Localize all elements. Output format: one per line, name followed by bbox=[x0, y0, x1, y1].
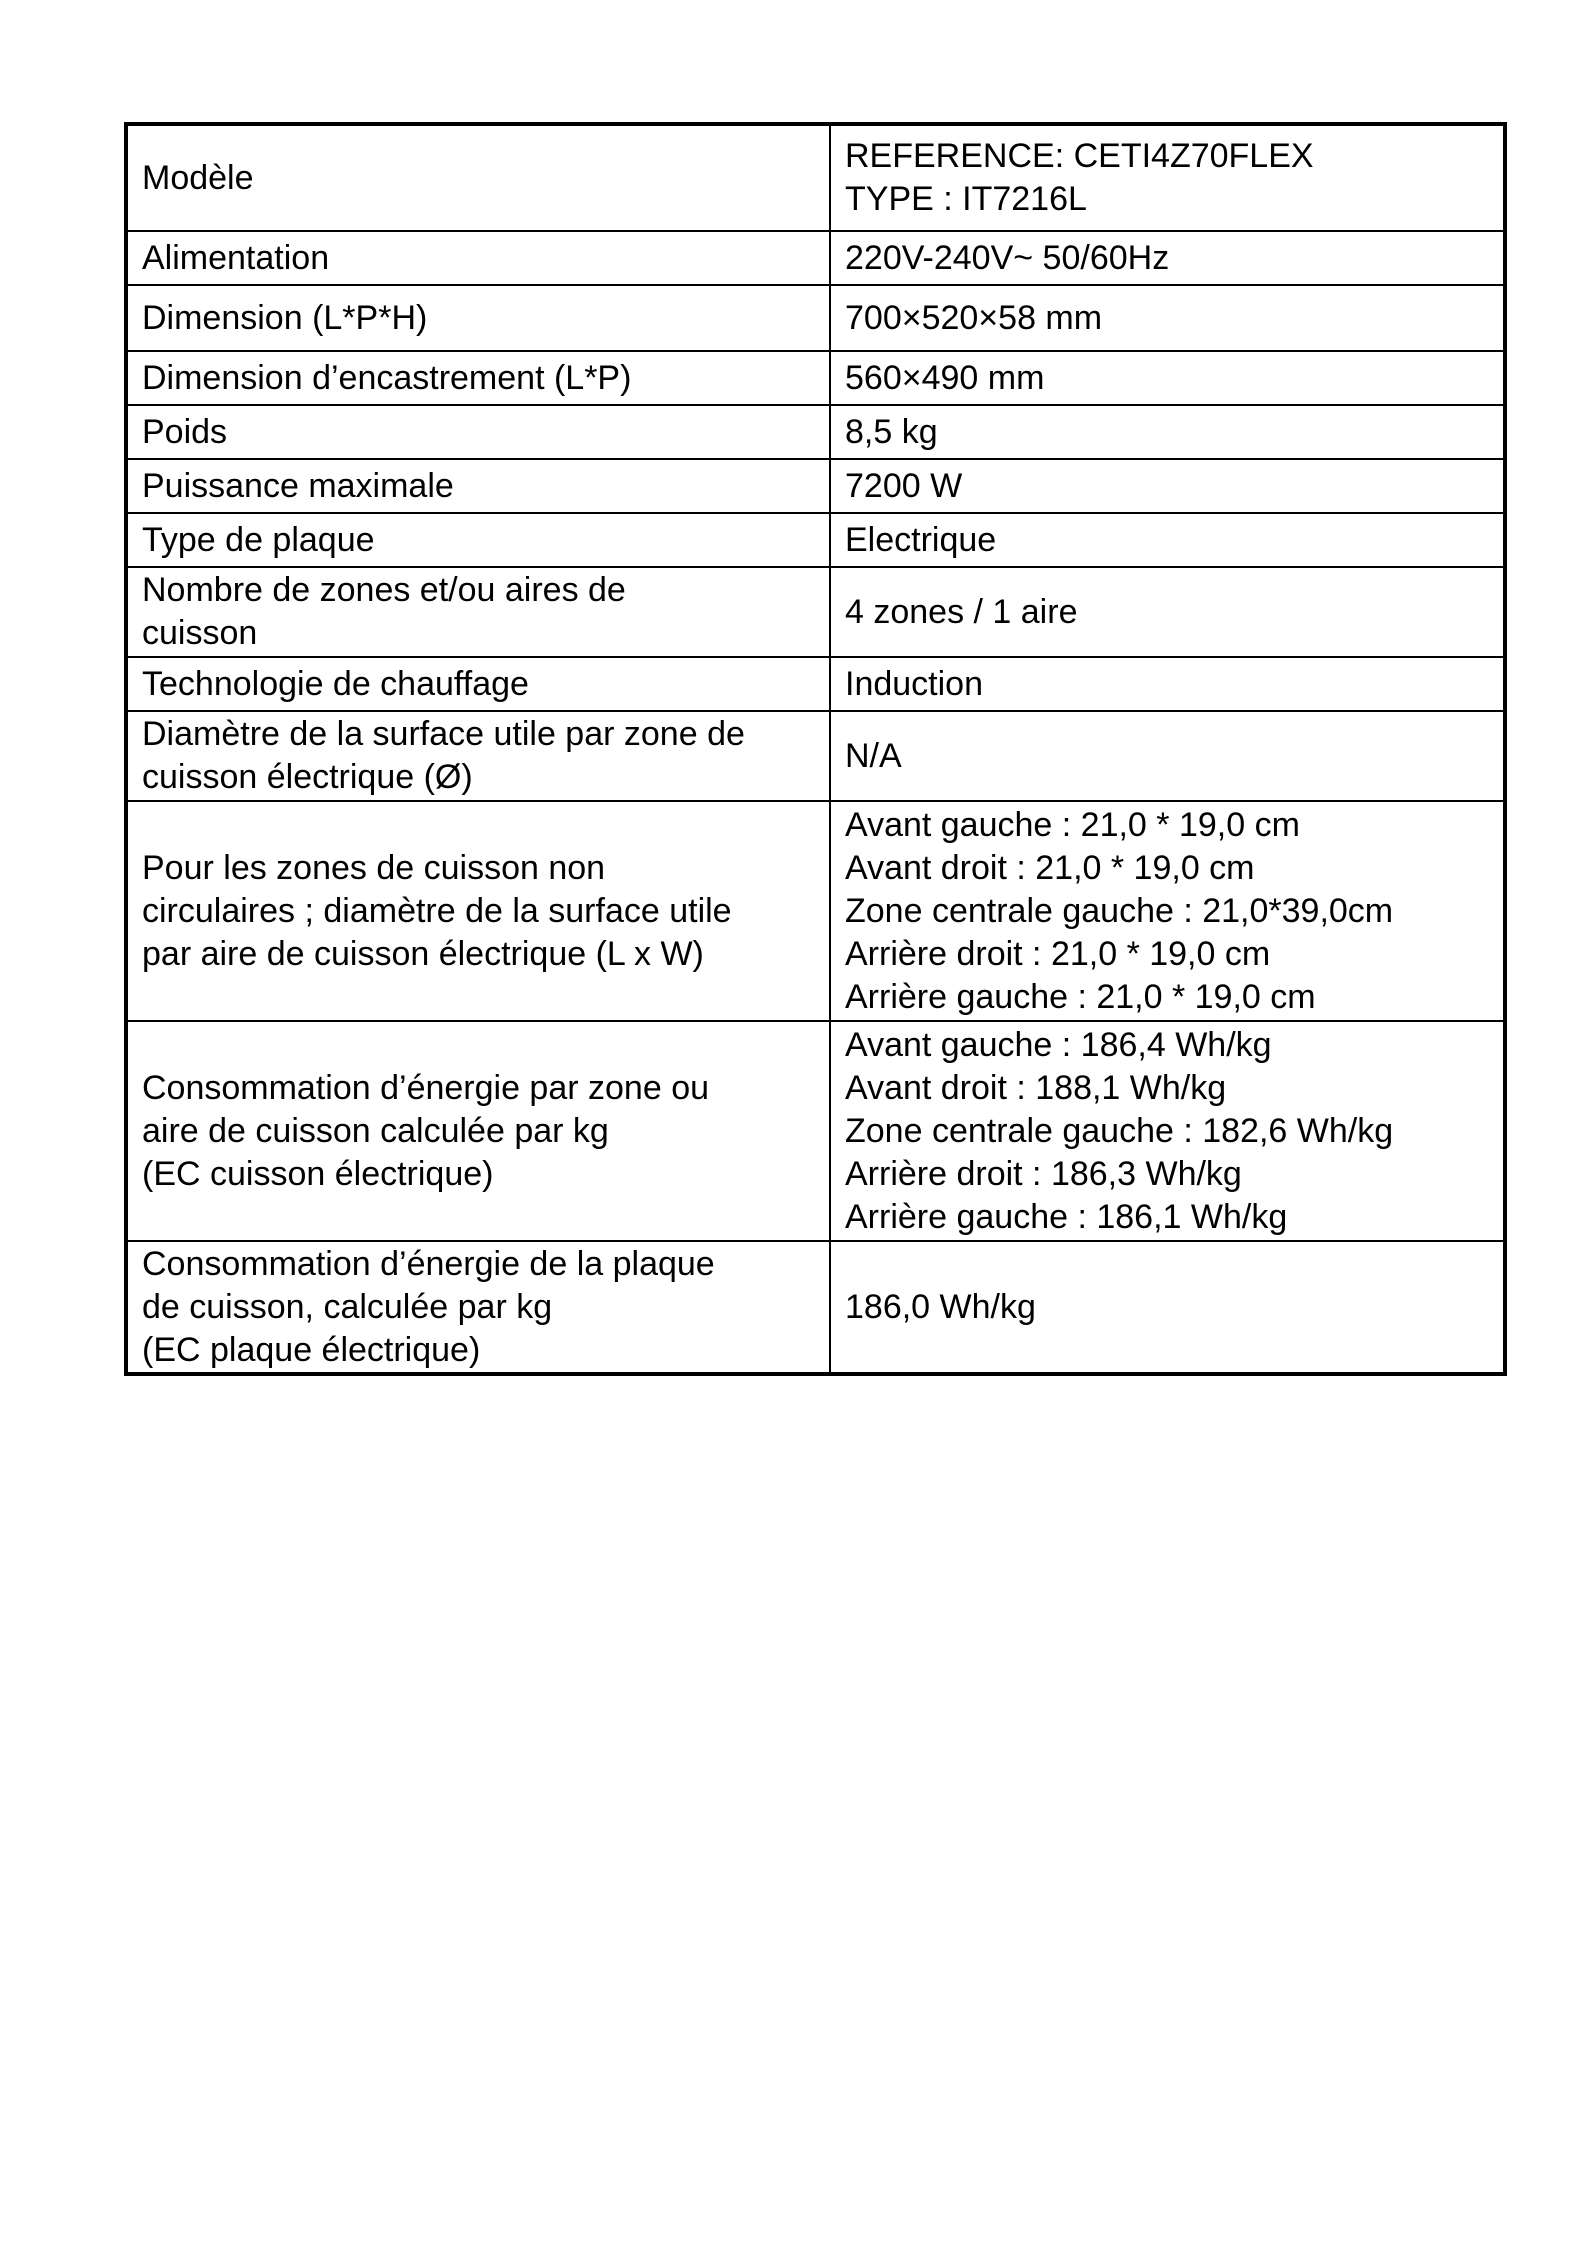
row-value: REFERENCE: CETI4Z70FLEX TYPE : IT7216L bbox=[830, 124, 1505, 231]
row-label: Dimension (L*P*H) bbox=[126, 285, 830, 351]
table-row bbox=[126, 124, 1505, 231]
table-row bbox=[126, 231, 1505, 285]
row-value: 186,0 Wh/kg bbox=[830, 1241, 1505, 1374]
table-row bbox=[126, 801, 1505, 1021]
table-row bbox=[126, 285, 1505, 351]
row-label: Technologie de chauffage bbox=[126, 657, 830, 711]
row-label: Type de plaque bbox=[126, 513, 830, 567]
row-label: Pour les zones de cuisson non circulaires ; diamètre de la surface utile par aire de cuisson électrique (L x W) bbox=[126, 801, 830, 1021]
row-label: Poids bbox=[126, 405, 830, 459]
table-row bbox=[126, 567, 1505, 657]
row-value: Avant gauche : 21,0 * 19,0 cm Avant droit : 21,0 * 19,0 cm Zone centrale gauche : 21,0*39,0cm Arrière droit : 21,0 * 19,0 cm Arrière gauche : 21,0 * 19,0 cm bbox=[830, 801, 1505, 1021]
row-label: Consommation d’énergie par zone ou aire de cuisson calculée par kg (EC cuisson électrique) bbox=[126, 1021, 830, 1241]
table-row bbox=[126, 711, 1505, 801]
table-row bbox=[126, 657, 1505, 711]
row-label: Nombre de zones et/ou aires de cuisson bbox=[126, 567, 830, 657]
row-value: 7200 W bbox=[830, 459, 1505, 513]
row-label: Diamètre de la surface utile par zone de cuisson électrique (Ø) bbox=[126, 711, 830, 801]
row-label: Puissance maximale bbox=[126, 459, 830, 513]
table-row bbox=[126, 351, 1505, 405]
row-label: Modèle bbox=[126, 124, 830, 231]
row-value: N/A bbox=[830, 711, 1505, 801]
row-value: 220V-240V~ 50/60Hz bbox=[830, 231, 1505, 285]
table-row bbox=[126, 459, 1505, 513]
row-value: Induction bbox=[830, 657, 1505, 711]
table-row bbox=[126, 1241, 1505, 1374]
table-row bbox=[126, 1021, 1505, 1241]
row-label: Alimentation bbox=[126, 231, 830, 285]
row-value: Electrique bbox=[830, 513, 1505, 567]
table-row bbox=[126, 513, 1505, 567]
row-value: 560×490 mm bbox=[830, 351, 1505, 405]
row-value: 4 zones / 1 aire bbox=[830, 567, 1505, 657]
spec-table bbox=[124, 122, 1507, 1376]
row-value: 8,5 kg bbox=[830, 405, 1505, 459]
row-label: Dimension d’encastrement (L*P) bbox=[126, 351, 830, 405]
row-value: Avant gauche : 186,4 Wh/kg Avant droit : 188,1 Wh/kg Zone centrale gauche : 182,6 Wh/kg Arrière droit : 186,3 Wh/kg Arrière gauche : 186,1 Wh/kg bbox=[830, 1021, 1505, 1241]
table-row bbox=[126, 405, 1505, 459]
row-value: 700×520×58 mm bbox=[830, 285, 1505, 351]
row-label: Consommation d’énergie de la plaque de cuisson, calculée par kg (EC plaque électrique) bbox=[126, 1241, 830, 1374]
